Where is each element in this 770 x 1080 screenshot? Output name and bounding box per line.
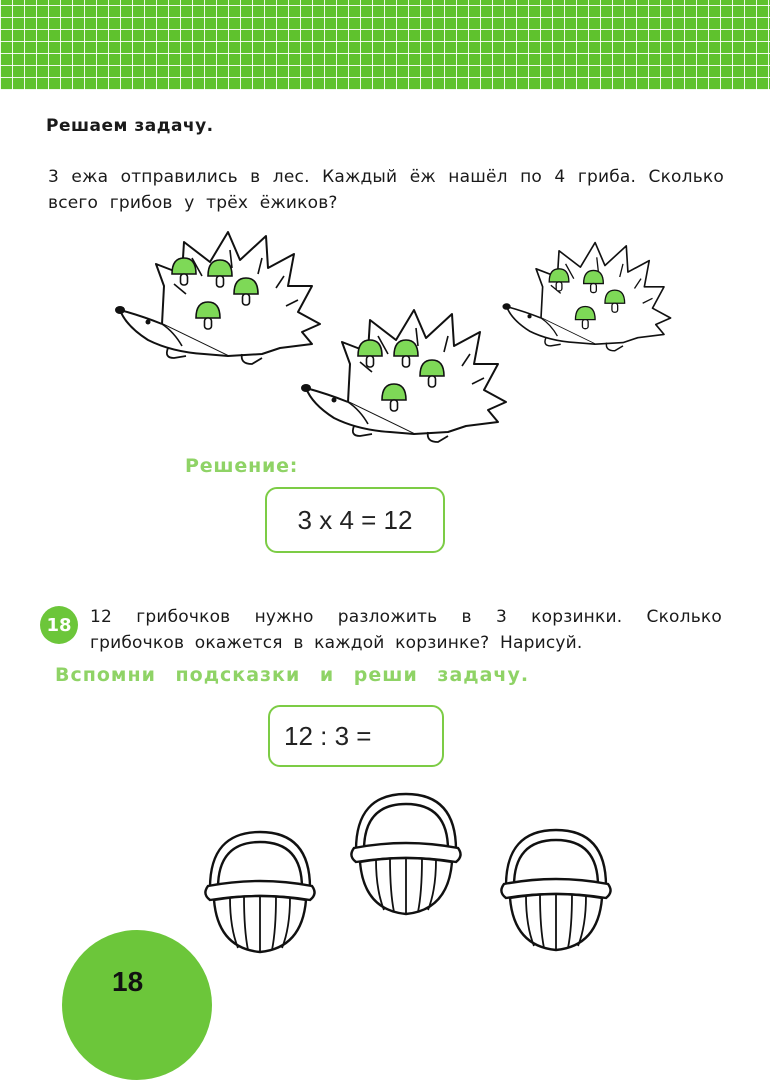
solution-equation: 3 х 4 = 12: [297, 504, 413, 535]
hedgehog-icon: [502, 243, 670, 351]
hedgehog-icon: [115, 232, 320, 364]
answer-box[interactable]: [268, 705, 444, 767]
solution-label: Решение:: [185, 455, 299, 477]
problem-text: 3 ежа отправились в лес. Каждый ёж нашёл по 4 гриба. Сколько всего грибов у трёх ёжиков?: [48, 167, 724, 213]
basket-icon: [501, 830, 610, 950]
problem-heading: Решаем задачу.: [46, 116, 214, 136]
basket-icon: [351, 794, 460, 914]
answer-equation: 12 : 3 =: [284, 720, 372, 751]
task-number-badge: 18: [40, 606, 78, 644]
basket-icon: [205, 832, 314, 952]
task-text: 12 грибочков нужно разложить в 3 корзинки. Сколько грибочков окажется в каждой корзинке? Нарисуй.: [90, 607, 722, 653]
solution-box: [265, 487, 445, 553]
hedgehog-icon: [301, 310, 506, 442]
page-number: 18: [112, 966, 144, 997]
hint-text: Вспомни подсказки и реши задачу.: [55, 664, 530, 686]
page-number-circle: [62, 930, 212, 1080]
